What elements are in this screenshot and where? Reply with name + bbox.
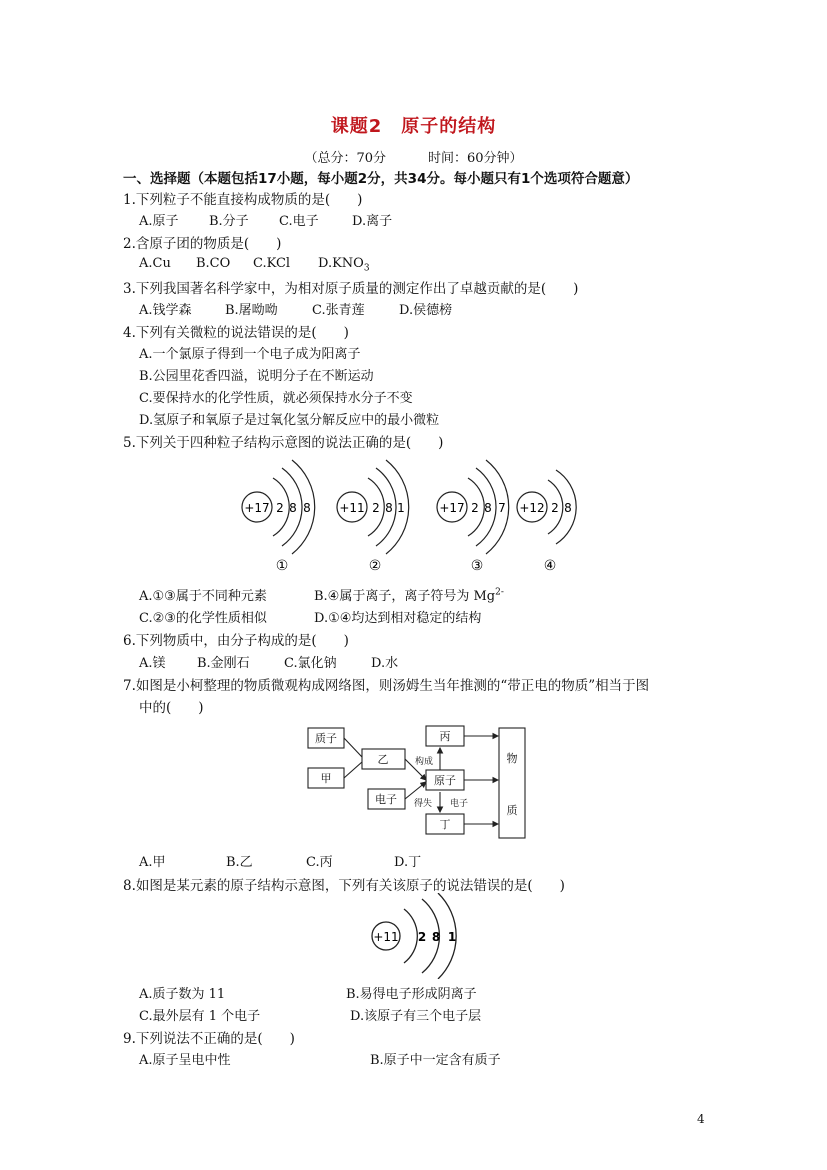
- atom-diagram-2: [337, 460, 409, 574]
- question-4-option-b: B.公园里花香四溢，说明分子在不断运动: [139, 369, 374, 384]
- option: A.甲: [139, 855, 166, 870]
- question-8-option-b: B.易得电子形成阴离子: [346, 987, 477, 1002]
- question-3-options: [139, 299, 452, 318]
- total-score: （总分：70分: [304, 151, 386, 166]
- option: D.侯德榜: [399, 303, 453, 318]
- atom-3-label: ③: [470, 558, 484, 574]
- question-5-stem: 5.下列关于四种粒子结构示意图的说法正确的是( ): [123, 435, 444, 451]
- question-7-stem-continued: 中的( ): [139, 700, 204, 716]
- node-matter-char-2: 质: [506, 804, 518, 817]
- atom-4-shell-2: 8: [564, 501, 572, 515]
- question-5-option-a: A.①③属于不同种元素: [139, 589, 267, 604]
- superscript: 2-: [495, 587, 504, 598]
- node-jia: 甲: [320, 772, 332, 785]
- option: D.丁: [394, 855, 422, 870]
- option: A.Cu: [139, 256, 171, 271]
- atom-diagram-3: [437, 460, 509, 574]
- node-ding: 丁: [439, 818, 451, 831]
- atom-structure-diagram-q8: [364, 893, 464, 979]
- option: A.原子: [139, 214, 179, 229]
- question-4-option-d: D.氢原子和氧原子是过氧化氢分解反应中的最小微粒: [139, 413, 440, 428]
- time-limit: 时间：60分钟）: [428, 151, 523, 166]
- option: A.钱学森: [139, 303, 192, 318]
- atom-diagram-1: [242, 460, 315, 574]
- atom-1-shell-1: 2: [276, 501, 284, 515]
- question-9-option-b: B.原子中一定含有质子: [370, 1053, 501, 1068]
- question-3-stem: 3.下列我国著名科学家中，为相对原子质量的测定作出了卓越贡献的是( ): [123, 281, 579, 297]
- option: C.张青莲: [312, 303, 365, 318]
- subscript: 3: [363, 263, 370, 274]
- question-2-stem: 2.含原子团的物质是( ): [123, 236, 282, 252]
- option: B.乙: [226, 855, 253, 870]
- node-electron: 电子: [375, 793, 397, 806]
- page-number: 4: [697, 1112, 705, 1126]
- matter-structure-network-diagram: [300, 722, 530, 840]
- node-yi: 乙: [377, 753, 389, 766]
- option: B.分子: [209, 214, 249, 229]
- exam-info: [0, 147, 827, 166]
- option: A.镁: [139, 656, 166, 671]
- option: B.屠呦呦: [225, 303, 278, 318]
- label-compose: 构成: [414, 757, 434, 767]
- option: C.氯化钠: [284, 656, 337, 671]
- label-gain-lose: 得失: [413, 799, 433, 809]
- atom-4-shell-1: 2: [551, 501, 559, 515]
- atom-3-shell-1: 2: [471, 501, 479, 515]
- page-title: 课题2 原子的结构: [330, 116, 497, 137]
- option: C.丙: [306, 855, 333, 870]
- question-8-option-a: A.质子数为 11: [139, 987, 226, 1002]
- atom-diagram-4: [517, 470, 576, 574]
- atom-structure-diagrams: [230, 456, 600, 578]
- atom-3-nucleus: +17: [439, 501, 465, 515]
- atom-4-nucleus: +12: [519, 501, 545, 515]
- atom-3-shell-2: 8: [484, 501, 492, 515]
- atom-2-shell-3: 1: [397, 501, 405, 515]
- question-5-option-c: C.②③的化学性质相似: [139, 611, 267, 626]
- question-8-option-d: D.该原子有三个电子层: [350, 1009, 482, 1024]
- atom-2-shell-2: 8: [385, 501, 393, 515]
- option: D.离子: [352, 214, 393, 229]
- atom-1-shell-2: 8: [289, 501, 297, 515]
- question-2-options: [139, 256, 370, 274]
- question-7-stem: 7.如图是小柯整理的物质微观构成网络图，则汤姆生当年推测的“带正电的物质”相当于图: [123, 678, 650, 694]
- option: B.CO: [196, 256, 231, 271]
- question-1-options: [139, 210, 392, 229]
- option: $D.KNO_3$: [318, 256, 370, 274]
- node-atom: 原子: [434, 774, 456, 787]
- node-matter-char-1: 物: [506, 752, 518, 765]
- node-bing: 丙: [439, 730, 451, 743]
- atom-1-label: ①: [275, 558, 289, 574]
- atom8-shell-3: 1: [447, 930, 457, 944]
- option: C.电子: [279, 214, 319, 229]
- node-proton: 质子: [315, 732, 337, 745]
- atom8-nucleus: +11: [373, 930, 399, 944]
- question-4-stem: 4.下列有关微粒的说法错误的是( ): [123, 325, 349, 341]
- section-heading: 一、选择题（本题包括17小题，每小题2分，共34分。每小题只有1个选项符合题意）: [123, 171, 639, 187]
- question-6-options: [139, 652, 398, 671]
- atom8-shell-1: 2: [417, 930, 427, 944]
- atom8-shell-2: 8: [431, 930, 441, 944]
- question-4-option-c: C.要保持水的化学性质，就必须保持水分子不变: [139, 391, 413, 406]
- question-5-option-b: B.④属于离子，离子符号为 $Mg^{2-}$: [314, 587, 504, 604]
- question-9-option-a: A.原子呈电中性: [139, 1053, 231, 1068]
- atom-2-label: ②: [368, 558, 382, 574]
- atom-1-shell-3: 8: [303, 501, 311, 515]
- option: C.KCl: [253, 256, 291, 271]
- question-4-option-a: A.一个氯原子得到一个电子成为阳离子: [139, 347, 361, 362]
- atom-1-nucleus: +17: [244, 501, 270, 515]
- question-9-stem: 9.下列说法不正确的是( ): [123, 1031, 295, 1047]
- question-7-options: [139, 851, 421, 870]
- atom-4-label: ④: [543, 558, 557, 574]
- question-8-stem: 8.如图是某元素的原子结构示意图，下列有关该原子的说法错误的是( ): [123, 878, 565, 894]
- question-6-stem: 6.下列物质中，由分子构成的是( ): [123, 633, 349, 649]
- question-5-option-d: D.①④均达到相对稳定的结构: [314, 611, 482, 626]
- label-electron: 电子: [449, 799, 469, 809]
- question-1-stem: 1.下列粒子不能直接构成物质的是( ): [123, 192, 363, 208]
- atom-3-shell-3: 7: [498, 501, 506, 515]
- option: D.水: [371, 656, 399, 671]
- question-8-option-c: C.最外层有 1 个电子: [139, 1009, 261, 1024]
- atom-2-shell-1: 2: [372, 501, 380, 515]
- option: B.金刚石: [197, 656, 250, 671]
- atom-2-nucleus: +11: [339, 501, 365, 515]
